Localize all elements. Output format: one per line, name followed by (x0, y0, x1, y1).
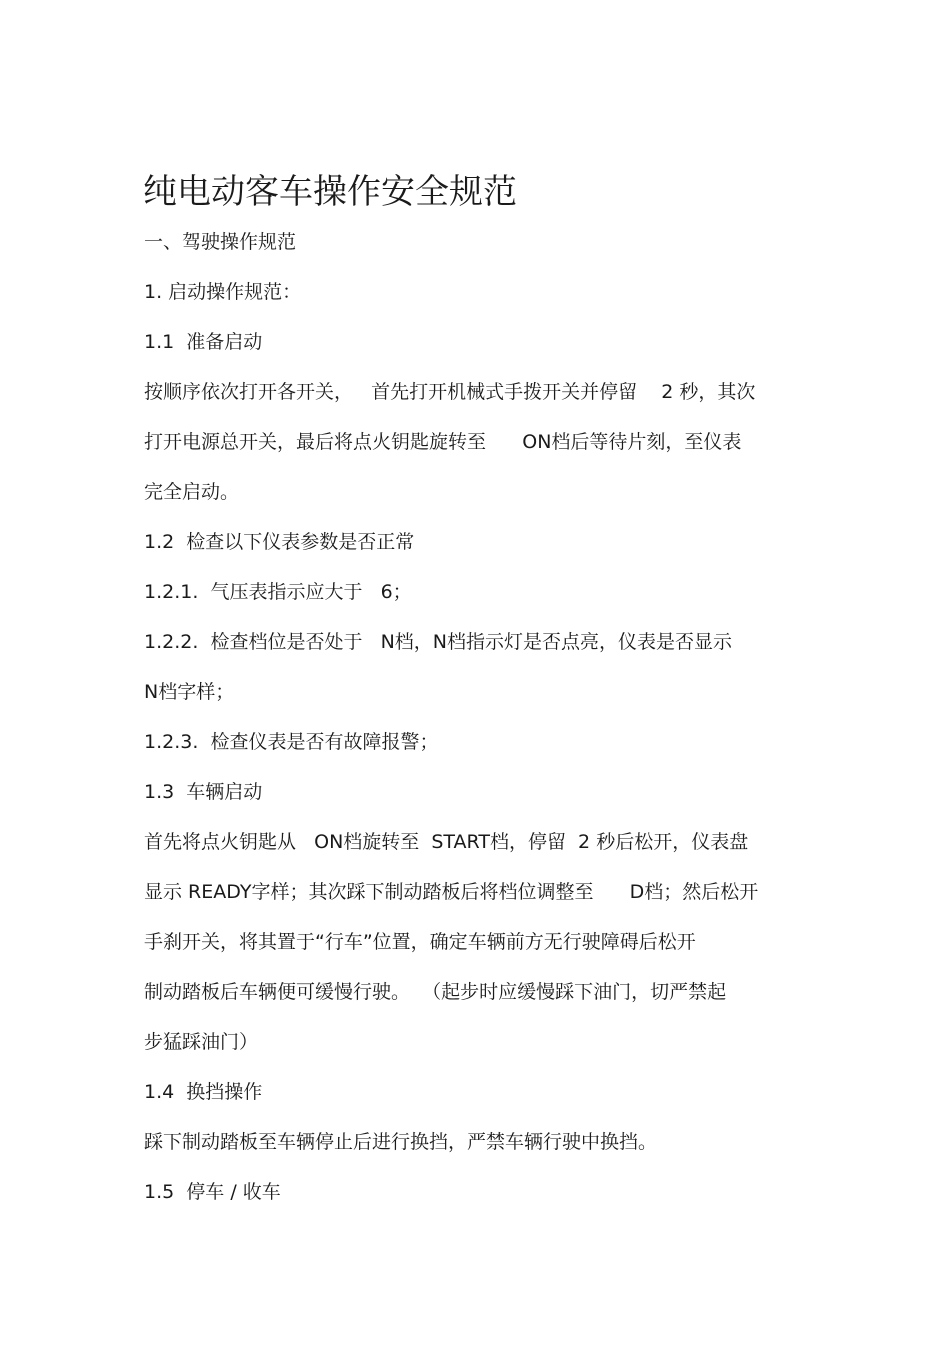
paragraph-line: 首先将点火钥匙从 ON档旋转至 START档，停留 2 秒后松开，仪表盘 (144, 831, 749, 853)
item-heading: 1.2 检查以下仪表参数是否正常 (144, 531, 415, 553)
paragraph-line: 完全启动。 (144, 481, 240, 503)
item-heading: 1.5 停车 / 收车 (144, 1181, 281, 1203)
paragraph-line: 打开电源总开关，最后将点火钥匙旋转至 ON档后等待片刻，至仪表 (144, 431, 742, 453)
item-heading: 1.1 准备启动 (144, 331, 263, 353)
document-title: 纯电动客车操作安全规范 (143, 172, 517, 212)
list-item-continuation: N档字样； (144, 681, 235, 703)
paragraph-line: 按顺序依次打开各开关， 首先打开机械式手拨开关并停留 2 秒，其次 (144, 381, 756, 403)
item-heading: 1.3 车辆启动 (144, 781, 263, 803)
list-item: 1.2.3. 检查仪表是否有故障报警； (144, 731, 439, 753)
list-item: 1.2.1. 气压表指示应大于 6； (144, 581, 412, 603)
paragraph-line: 踩下制动踏板至车辆停止后进行换挡，严禁车辆行驶中换挡。 (144, 1131, 658, 1153)
list-item: 1.2.2. 检查档位是否处于 N档，N档指示灯是否点亮，仪表是否显示 (144, 631, 733, 653)
paragraph-line: 步猛踩油门） (144, 1031, 259, 1053)
section-heading: 一、驾驶操作规范 (144, 231, 297, 253)
paragraph-line: 显示 READY字样；其次踩下制动踏板后将档位调整至 D档；然后松开 (144, 881, 759, 903)
subsection-heading: 1. 启动操作规范： (144, 281, 302, 303)
paragraph-line: 制动踏板后车辆便可缓慢行驶。 （起步时应缓慢踩下油门，切严禁起 (144, 981, 727, 1003)
item-heading: 1.4 换挡操作 (144, 1081, 263, 1103)
paragraph-line: 手刹开关，将其置于“行车”位置，确定车辆前方无行驶障碍后松开 (144, 931, 696, 953)
